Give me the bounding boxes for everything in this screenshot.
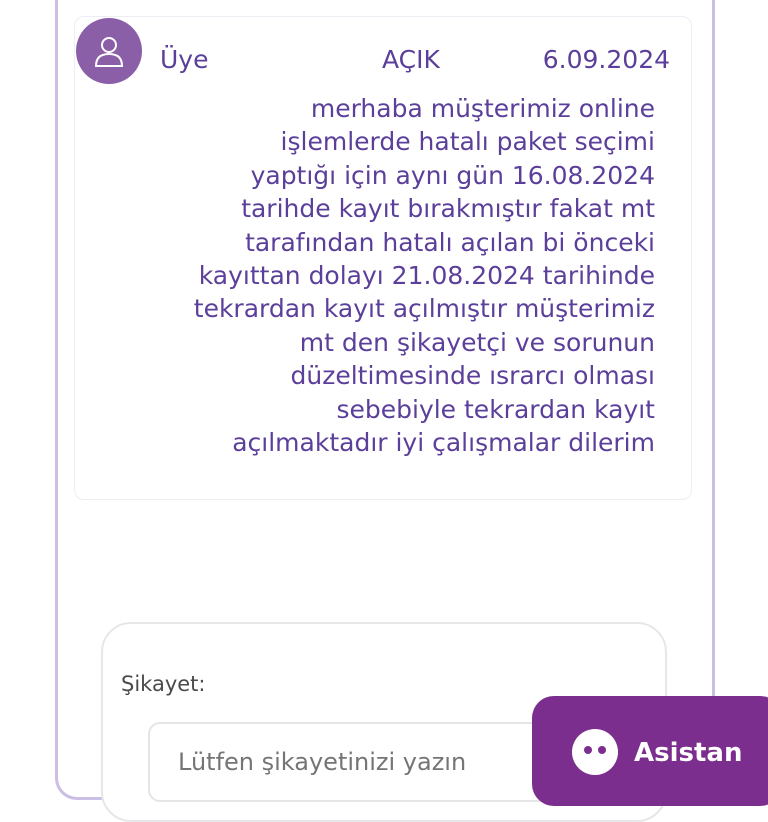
message-text: merhaba müşterimiz online işlemlerde hatalı paket seçimi yaptığı için aynı gün 16.08.2024 tarihde kayıt bırakmıştır fakat mt tarafından hatalı açılan bi önceki kayıttan dolayı 21.08.2024 tarihinde tekrardan kayıt açılmıştır müşterimiz mt den şikayetçi ve sorunun düzeltimesinde ısrarcı olması sebebiyle tekrardan kayıt açılmaktadır iyi çalışmalar dilerim [193, 94, 655, 458]
assistant-label: Asistan [634, 738, 743, 768]
user-icon [91, 33, 127, 69]
ticket-status: AÇIK [382, 45, 440, 74]
avatar [76, 18, 142, 84]
assistant-button[interactable] [532, 696, 768, 806]
complaint-label: Şikayet: [121, 672, 206, 696]
assistant-bot-icon [572, 729, 618, 775]
ticket-date: 6.09.2024 [542, 45, 670, 74]
sender-role: Üye [160, 45, 209, 74]
